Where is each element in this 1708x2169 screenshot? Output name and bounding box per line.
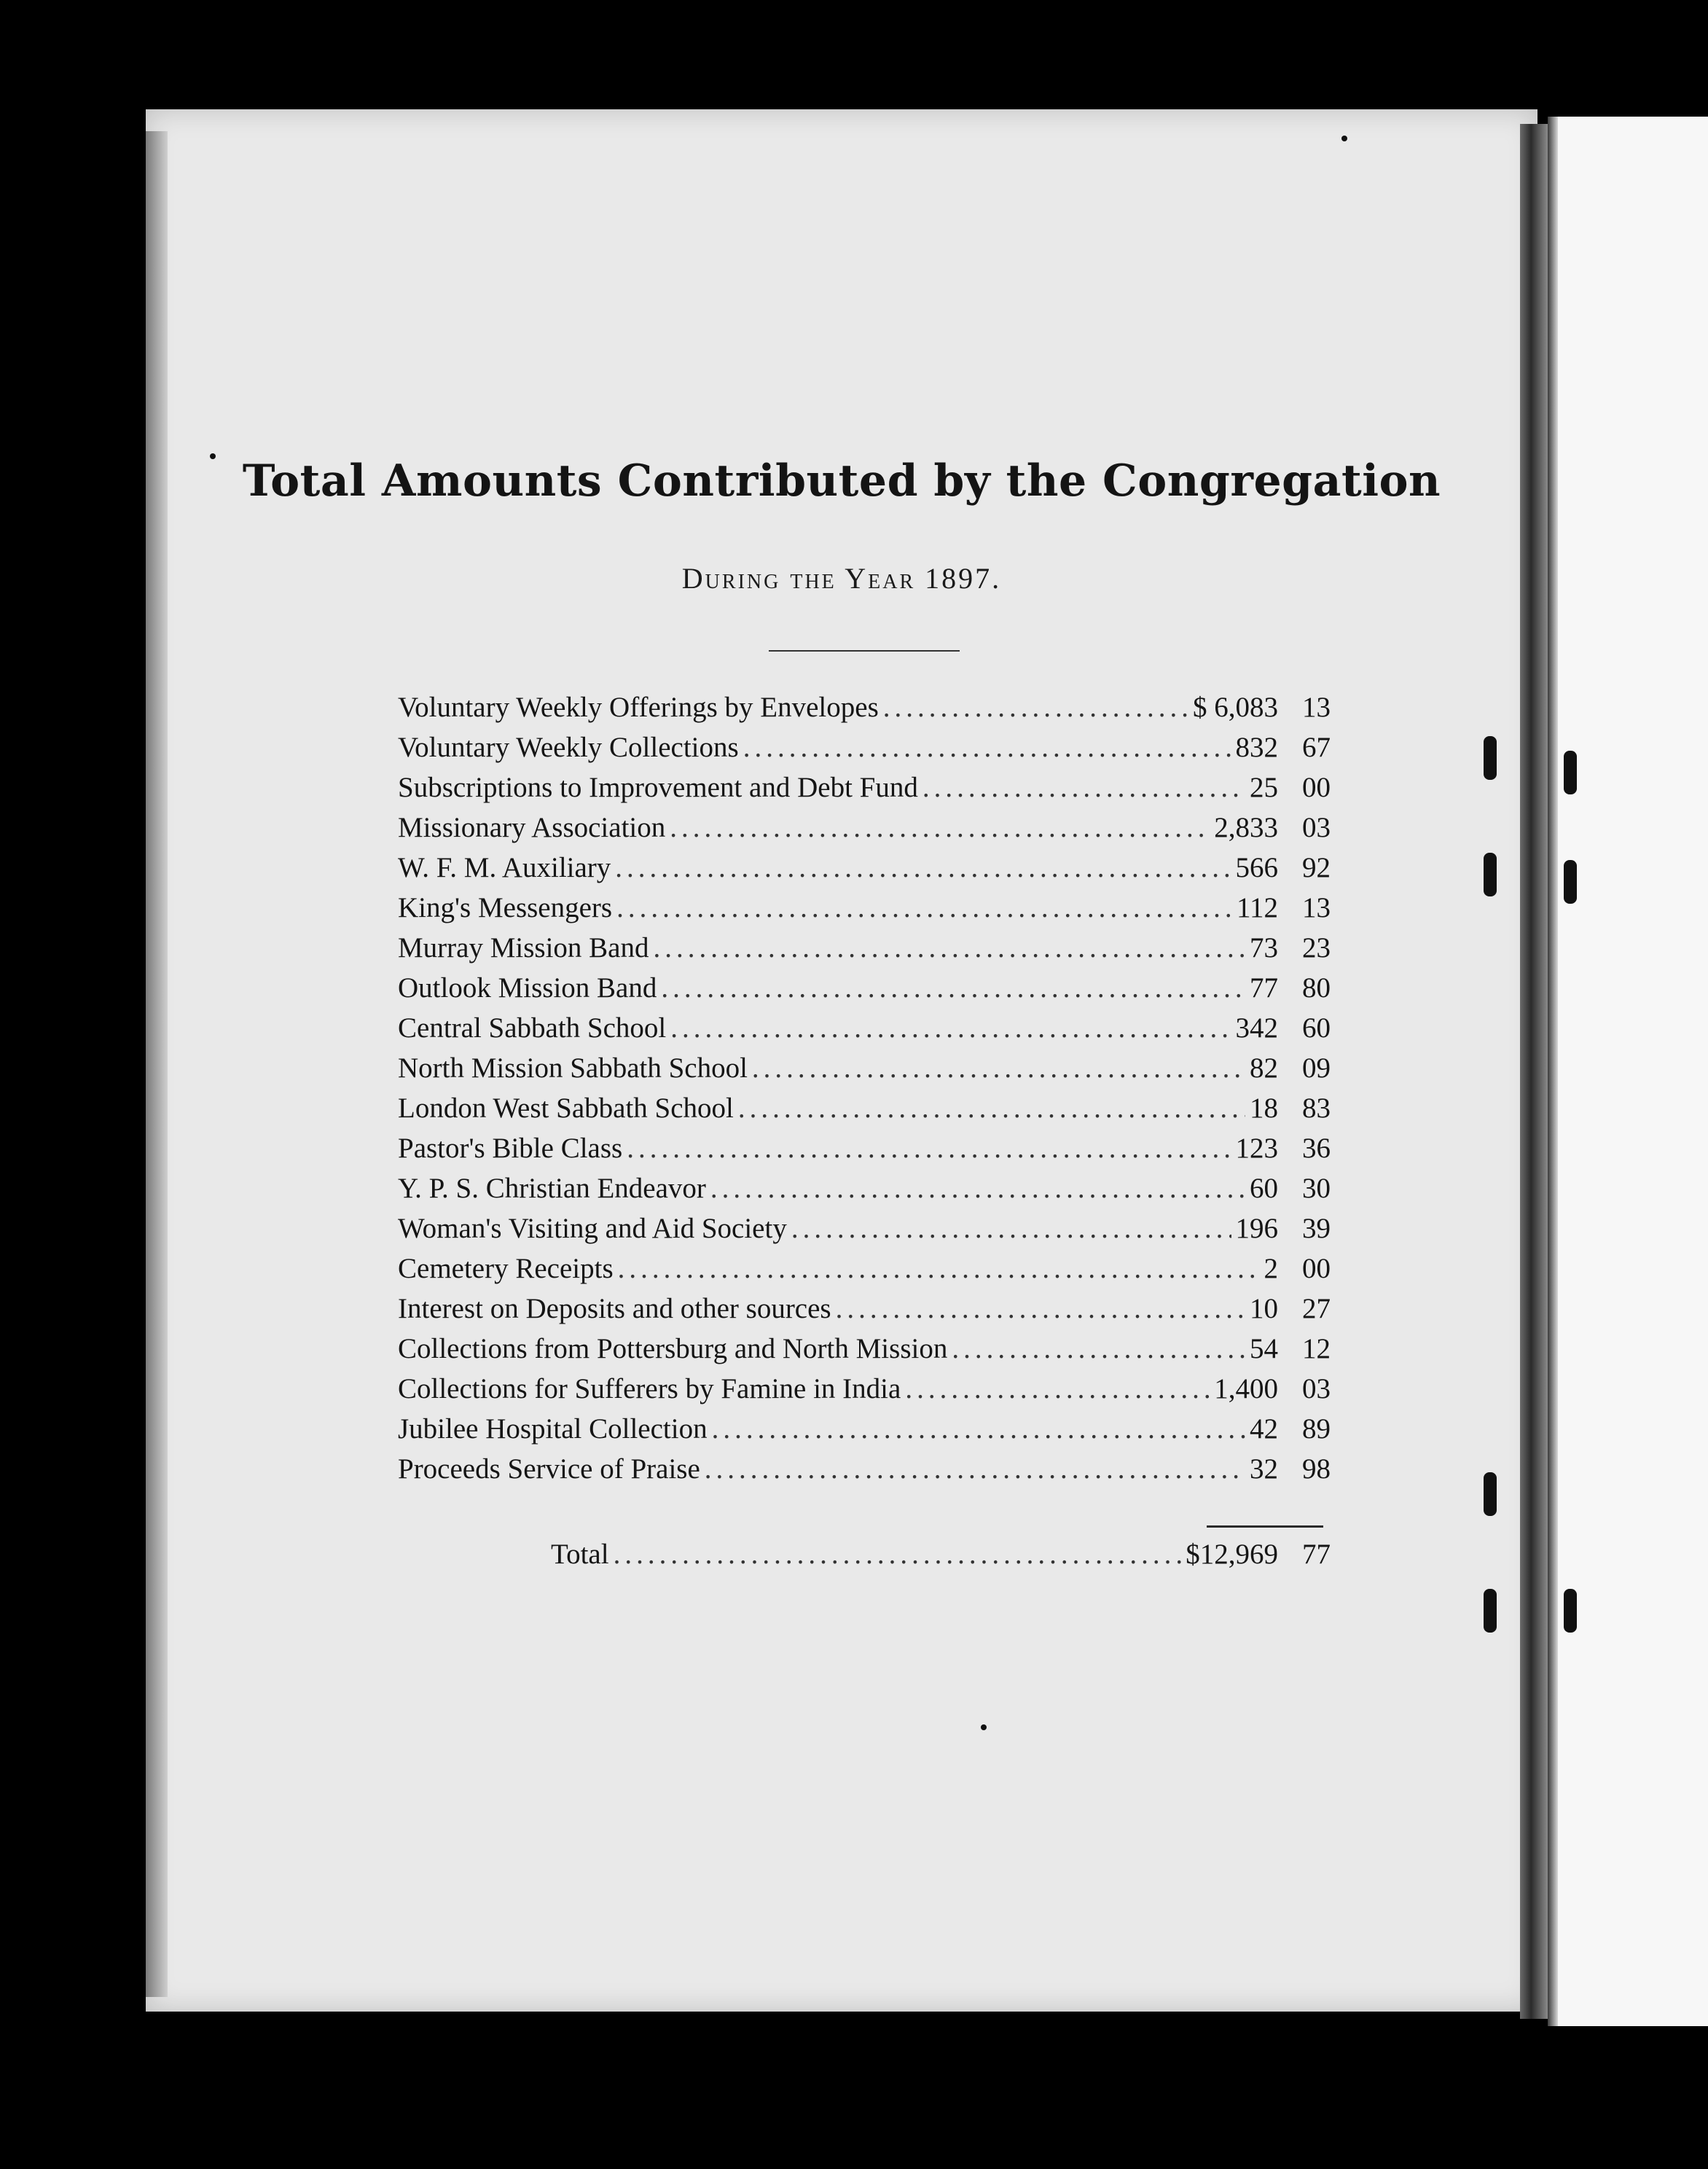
dot-leader bbox=[836, 1292, 1245, 1325]
table-row bbox=[398, 851, 1331, 891]
row-cents: 80 bbox=[1302, 972, 1331, 1004]
row-cents: 03 bbox=[1302, 1373, 1331, 1404]
row-cents: 83 bbox=[1302, 1093, 1331, 1124]
table-row bbox=[398, 731, 1331, 771]
row-label: Jubilee Hospital Collection bbox=[398, 1413, 708, 1445]
row-cents: 98 bbox=[1302, 1453, 1331, 1485]
row-label: Collections from Pottersburg and North Mission bbox=[398, 1333, 948, 1364]
dot-leader bbox=[615, 851, 1231, 884]
row-cents: 89 bbox=[1302, 1413, 1331, 1445]
row-cents: 23 bbox=[1302, 932, 1331, 964]
row-label: Collections for Sufferers by Famine in India bbox=[398, 1373, 901, 1404]
row-amount: 1,400 bbox=[1214, 1373, 1278, 1404]
table-row bbox=[398, 1092, 1331, 1132]
binding-stitch bbox=[1484, 853, 1497, 896]
row-label: W. F. M. Auxiliary bbox=[398, 852, 611, 883]
table-row bbox=[398, 1052, 1331, 1092]
dot-leader bbox=[618, 1252, 1260, 1285]
facing-page bbox=[1548, 117, 1708, 2026]
binding-stitch bbox=[1564, 751, 1577, 794]
ink-speck bbox=[1341, 136, 1347, 141]
dot-leader bbox=[883, 691, 1188, 724]
row-label: Outlook Mission Band bbox=[398, 972, 657, 1004]
dot-leader bbox=[661, 972, 1245, 1004]
dot-leader bbox=[670, 811, 1210, 844]
table-row bbox=[398, 1212, 1331, 1252]
ink-speck bbox=[981, 1724, 987, 1730]
row-label: Voluntary Weekly Offerings by Envelopes bbox=[398, 692, 879, 723]
row-cents: 92 bbox=[1302, 852, 1331, 883]
dot-leader bbox=[614, 1538, 1182, 1571]
dot-leader bbox=[670, 1012, 1231, 1044]
table-row bbox=[398, 1372, 1331, 1412]
dot-leader bbox=[710, 1172, 1245, 1205]
dot-leader bbox=[791, 1212, 1231, 1245]
contributions-table bbox=[398, 691, 1331, 1493]
facing-page-edge bbox=[1548, 117, 1558, 2026]
row-cents: 67 bbox=[1302, 732, 1331, 763]
total-cents: 77 bbox=[1302, 1539, 1331, 1570]
dot-leader bbox=[752, 1052, 1245, 1084]
row-label: London West Sabbath School bbox=[398, 1093, 734, 1124]
row-label: Missionary Association bbox=[398, 812, 666, 843]
binding-stitch bbox=[1484, 736, 1497, 780]
dot-leader bbox=[743, 731, 1231, 764]
dot-leader bbox=[654, 931, 1246, 964]
row-amount: 566 bbox=[1235, 852, 1278, 883]
table-row bbox=[398, 1252, 1331, 1292]
row-cents: 13 bbox=[1302, 892, 1331, 923]
row-cents: 00 bbox=[1302, 772, 1331, 803]
table-row bbox=[398, 1412, 1331, 1453]
dot-leader bbox=[922, 771, 1245, 804]
row-amount: 32 bbox=[1250, 1453, 1278, 1485]
dot-leader bbox=[952, 1332, 1245, 1365]
table-row bbox=[398, 1292, 1331, 1332]
row-cents: 27 bbox=[1302, 1293, 1331, 1324]
row-amount: 2,833 bbox=[1214, 812, 1278, 843]
row-amount: 10 bbox=[1250, 1293, 1278, 1324]
row-amount: 42 bbox=[1250, 1413, 1278, 1445]
row-cents: 03 bbox=[1302, 812, 1331, 843]
table-row bbox=[398, 1012, 1331, 1052]
row-label: Cemetery Receipts bbox=[398, 1253, 614, 1284]
row-cents: 30 bbox=[1302, 1173, 1331, 1204]
document-title: Total Amounts Contributed by the Congregation bbox=[242, 456, 1441, 507]
row-cents: 13 bbox=[1302, 692, 1331, 723]
table-row bbox=[398, 972, 1331, 1012]
row-cents: 00 bbox=[1302, 1253, 1331, 1284]
row-amount: 60 bbox=[1250, 1173, 1278, 1204]
row-label: Interest on Deposits and other sources bbox=[398, 1293, 831, 1324]
dot-leader bbox=[738, 1092, 1245, 1125]
table-row bbox=[398, 891, 1331, 931]
row-amount: 82 bbox=[1250, 1052, 1278, 1084]
table-row bbox=[398, 931, 1331, 972]
table-row bbox=[398, 1453, 1331, 1493]
binding-stitch bbox=[1484, 1472, 1497, 1516]
document-subtitle: During the Year 1897. bbox=[681, 562, 1002, 595]
row-label: Murray Mission Band bbox=[398, 932, 649, 964]
table-row bbox=[398, 1172, 1331, 1212]
row-amount: 123 bbox=[1235, 1133, 1278, 1164]
row-label: Voluntary Weekly Collections bbox=[398, 732, 739, 763]
row-amount: 2 bbox=[1264, 1253, 1278, 1284]
row-label: King's Messengers bbox=[398, 892, 613, 923]
row-amount: 54 bbox=[1250, 1333, 1278, 1364]
row-cents: 36 bbox=[1302, 1133, 1331, 1164]
row-amount: 25 bbox=[1250, 772, 1278, 803]
row-amount: 196 bbox=[1235, 1213, 1278, 1244]
dot-leader bbox=[616, 891, 1232, 924]
row-label: Subscriptions to Improvement and Debt Fund bbox=[398, 772, 918, 803]
binding-stitch bbox=[1564, 860, 1577, 904]
table-row bbox=[398, 811, 1331, 851]
binding-stitch bbox=[1564, 1589, 1577, 1633]
binding-stitch bbox=[1484, 1589, 1497, 1633]
row-amount: $ 6,083 bbox=[1193, 692, 1278, 723]
title-divider bbox=[769, 650, 960, 652]
total-label: Total bbox=[551, 1539, 609, 1570]
row-label: North Mission Sabbath School bbox=[398, 1052, 748, 1084]
dot-leader bbox=[712, 1412, 1245, 1445]
row-amount: 112 bbox=[1236, 892, 1278, 923]
row-label: Y. P. S. Christian Endeavor bbox=[398, 1173, 706, 1204]
row-amount: 342 bbox=[1235, 1012, 1278, 1044]
row-cents: 09 bbox=[1302, 1052, 1331, 1084]
dot-leader bbox=[905, 1372, 1210, 1405]
row-amount: 73 bbox=[1250, 932, 1278, 964]
row-label: Pastor's Bible Class bbox=[398, 1133, 623, 1164]
row-cents: 60 bbox=[1302, 1012, 1331, 1044]
row-label: Woman's Visiting and Aid Society bbox=[398, 1213, 787, 1244]
dot-leader bbox=[705, 1453, 1245, 1485]
table-row bbox=[398, 691, 1331, 731]
total-underline bbox=[1207, 1525, 1323, 1528]
row-cents: 12 bbox=[1302, 1333, 1331, 1364]
total-amount: $12,969 bbox=[1186, 1539, 1278, 1570]
table-row bbox=[398, 1132, 1331, 1172]
row-amount: 18 bbox=[1250, 1093, 1278, 1124]
dot-leader bbox=[627, 1132, 1231, 1165]
table-row bbox=[398, 1332, 1331, 1372]
row-cents: 39 bbox=[1302, 1213, 1331, 1244]
table-row bbox=[398, 771, 1331, 811]
row-label: Proceeds Service of Praise bbox=[398, 1453, 700, 1485]
row-amount: 77 bbox=[1250, 972, 1278, 1004]
page-left-edge bbox=[146, 131, 168, 1997]
total-row bbox=[551, 1538, 1331, 1578]
row-amount: 832 bbox=[1235, 732, 1278, 763]
row-label: Central Sabbath School bbox=[398, 1012, 667, 1044]
book-spine bbox=[1520, 124, 1548, 2019]
bleed-through-text bbox=[1057, 1698, 1333, 1739]
